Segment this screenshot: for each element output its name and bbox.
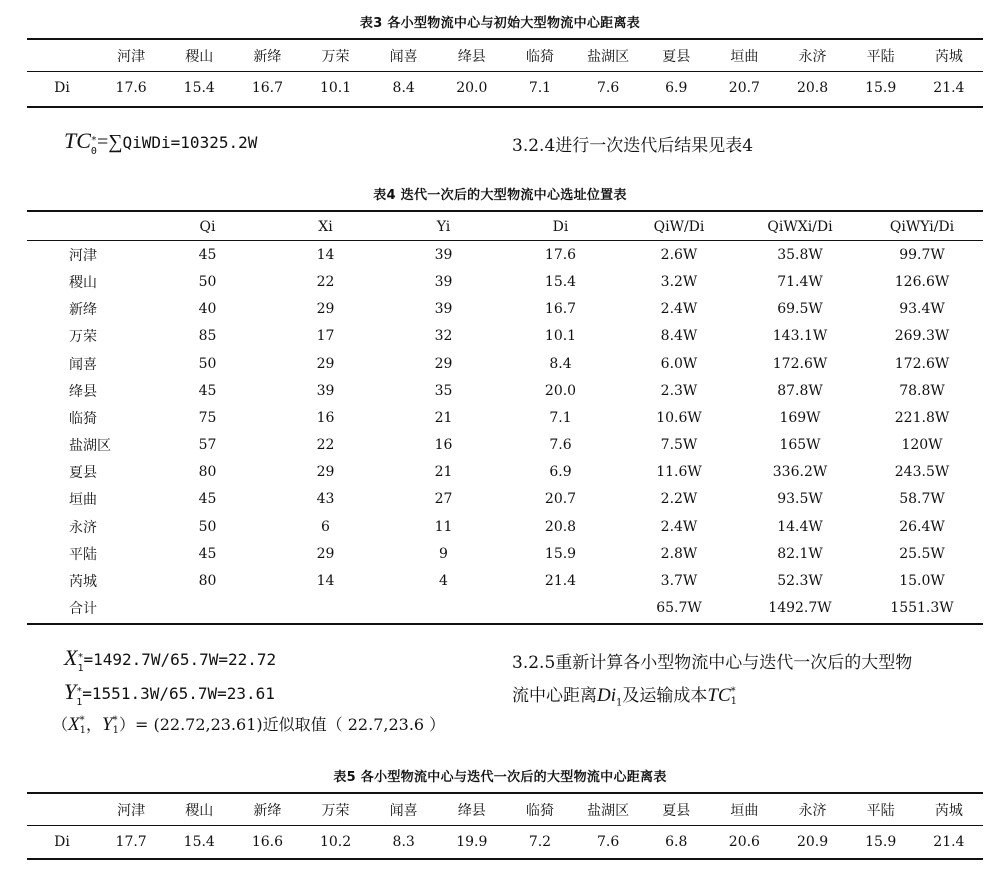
table4-value-cell: 43 (316, 491, 335, 508)
tc1-sup: * (730, 685, 736, 697)
table3-distance-cell: 15.9 (865, 79, 897, 96)
table4-value-cell: 3.2W (660, 273, 698, 290)
table4-value-cell: 27 (434, 491, 453, 508)
x1-expression: =1492.7W/65.7W=22.72 (83, 650, 277, 669)
table4-city-cell: 闻喜 (69, 356, 97, 373)
table4-value-cell: 7.1 (549, 409, 572, 426)
table4-value-cell: 57 (198, 437, 217, 454)
table5 (27, 794, 983, 857)
table3-city-header: 绛县 (457, 48, 486, 65)
table3-city-header: 河津 (117, 48, 146, 65)
table4-value-cell: 75 (198, 409, 217, 426)
table4-value-cell: 35.8W (777, 246, 823, 263)
table4-row (27, 486, 983, 513)
table4-value-cell: 7.6 (549, 437, 572, 454)
table4-city-cell: 稷山 (69, 274, 97, 291)
table5-distance-cell: 21.4 (933, 833, 965, 850)
table4-value-cell (502, 595, 619, 622)
table3-header-row (27, 40, 983, 71)
table4-bottom-rule (27, 623, 983, 625)
tc0-sup: * (90, 134, 97, 146)
table4-row (27, 323, 983, 350)
table5-distance-cell: 10.2 (319, 833, 352, 850)
table4-value-cell: 14.4W (777, 518, 823, 535)
table4-value-cell: 65.7W (656, 600, 702, 617)
y-symbol: Y (64, 679, 77, 704)
table4-value-cell: 29 (316, 464, 335, 481)
table4-value-cell: 50 (198, 518, 217, 535)
di-symbol: Di (597, 685, 616, 706)
table3-city-header: 盐湖区 (587, 48, 630, 65)
sum-symbol: =∑ (96, 131, 123, 153)
table4-value-cell: 120W (901, 437, 943, 454)
table3-city-header: 临猗 (525, 48, 554, 65)
table4-value-cell: 80 (198, 573, 217, 590)
tc0-sub: 0 (90, 145, 97, 157)
table4-value-cell: 85 (198, 328, 217, 345)
y1-sup: * (76, 685, 83, 697)
table4-value-cell: 15.0W (899, 573, 945, 590)
table5-city-header: 万荣 (321, 802, 350, 819)
table3-caption: 表3 各小型物流中心与初始大型物流中心距离表 (359, 16, 641, 31)
table4-value-cell: 16.7 (544, 301, 577, 318)
table3-corner (27, 40, 97, 71)
table4-value-cell: 126.6W (894, 273, 950, 290)
table4-value-cell: 17.6 (544, 246, 577, 263)
y1-expression: =1551.3W/65.7W=23.61 (82, 684, 275, 703)
table3-distance-cell: 20.0 (456, 79, 488, 96)
table5-distance-cell: 7.6 (596, 833, 620, 850)
table5-corner (27, 794, 97, 825)
table4-city-cell: 芮城 (69, 574, 97, 591)
table5-city-header: 夏县 (662, 802, 691, 819)
table4-value-cell: 2.8W (660, 545, 698, 562)
table4-row (27, 540, 983, 567)
table4-value-cell: 8.4 (549, 355, 572, 372)
table4-top-rule (27, 210, 983, 212)
table4-value-cell: 45 (198, 491, 217, 508)
table4-value-cell: 169W (779, 409, 821, 426)
table4-value-cell (266, 595, 385, 622)
table4-value-cell: 16 (316, 409, 335, 426)
table4-value-cell (385, 595, 502, 622)
table3-distance-cell: 10.1 (319, 79, 352, 96)
note-3-2-5-line2 (512, 681, 737, 708)
table4-value-cell: 14 (316, 246, 335, 263)
table4-city-cell: 夏县 (69, 465, 97, 482)
y1-sub: 1 (76, 696, 83, 708)
table4-caption: 表4 迭代一次后的大型物流中心选址位置表 (373, 188, 627, 203)
table3-distance-cell: 20.7 (728, 79, 760, 96)
table4-column-header: Yi (436, 218, 451, 235)
pair-y: Y (102, 714, 113, 735)
table4-value-cell: 336.2W (772, 464, 828, 481)
table4-value-cell: 58.7W (899, 491, 945, 508)
table4-value-cell: 39 (434, 273, 453, 290)
table4-value-cell: 11 (434, 518, 453, 535)
table3-distance-cell: 6.9 (665, 79, 688, 96)
table3-distance-cell: 16.7 (251, 79, 283, 96)
table3-distance-cell: 21.4 (933, 79, 965, 96)
table4-value-cell: 20.0 (544, 382, 577, 399)
pair-value: = (22.72,23.61)近似取值（ 22.7,23.6 ） (134, 715, 446, 734)
table4-value-cell: 50 (198, 273, 217, 290)
table3-distance-cell: 8.4 (392, 79, 415, 96)
x-symbol: X (64, 645, 78, 670)
table4-value-cell: 22 (316, 273, 335, 290)
tc-symbol: TC (64, 128, 91, 153)
table4-row (27, 296, 983, 323)
table4-value-cell: 269.3W (894, 328, 950, 345)
table4-value-cell: 243.5W (894, 464, 950, 481)
x1-sub: 1 (77, 662, 84, 674)
table4-row (27, 350, 983, 377)
table4-value-cell: 10.6W (656, 409, 702, 426)
table4-value-cell: 29 (434, 355, 453, 372)
tc0-formula (64, 128, 257, 155)
table4-city-cell: 合计 (69, 601, 97, 618)
table3-bottom-rule (27, 106, 983, 108)
table5-distance-cell: 8.3 (392, 833, 415, 850)
table4-value-cell: 172.6W (894, 355, 950, 372)
table4-value-cell: 99.7W (899, 246, 945, 263)
table4-value-cell: 4 (439, 573, 448, 590)
table4-value-cell: 1551.3W (890, 600, 954, 617)
table4-value-cell: 26.4W (899, 518, 945, 535)
table3-city-header: 稷山 (185, 48, 214, 65)
pair-x-sub: 1 (79, 724, 86, 736)
table4-value-cell: 45 (198, 382, 217, 399)
table4-row (27, 404, 983, 431)
table4-value-cell: 15.4 (544, 273, 577, 290)
table4-row (27, 595, 983, 622)
table4-value-cell: 25.5W (899, 545, 945, 562)
table4-value-cell: 93.5W (777, 491, 823, 508)
table4-value-cell: 29 (316, 355, 335, 372)
table5-distance-cell: 15.4 (183, 833, 215, 850)
tc0-expression: QiWDi=10325.2W (122, 133, 258, 152)
table3-row-label: Di (54, 79, 70, 96)
table4-value-cell: 15.9 (544, 545, 577, 562)
table4-value-cell: 29 (316, 545, 335, 562)
table3-city-header: 垣曲 (730, 48, 759, 65)
table4-value-cell: 10.1 (544, 328, 577, 345)
table4-column-header: QiWYi/Di (889, 218, 955, 235)
table4-value-cell: 22 (316, 437, 335, 454)
table4-value-cell: 143.1W (772, 328, 828, 345)
table5-distance-cell: 17.7 (115, 833, 147, 850)
table4-value-cell: 6.9 (549, 464, 572, 481)
table4-column-header: Qi (199, 218, 216, 235)
table4-city-cell: 永济 (69, 519, 97, 536)
table4-row (27, 241, 983, 268)
pair-y-sub: 1 (112, 724, 119, 736)
coordinate-pair (52, 712, 445, 736)
table4-value-cell: 93.4W (899, 301, 945, 318)
table4-city-cell: 盐湖区 (69, 438, 111, 455)
table5-city-header: 稷山 (185, 802, 214, 819)
table5-header-row (27, 794, 983, 825)
table3-city-header: 芮城 (934, 48, 963, 65)
pair-comma: ， (86, 715, 103, 734)
table4-value-cell: 14 (316, 573, 335, 590)
table5-bottom-rule (27, 858, 983, 860)
pair-y-sup: * (112, 714, 118, 726)
table4-city-cell: 临猗 (69, 410, 97, 427)
table4-value-cell: 2.3W (660, 382, 698, 399)
table4-value-cell: 45 (198, 246, 217, 263)
table4-value-cell (149, 595, 266, 622)
table5-city-header: 平陆 (866, 802, 895, 819)
table4-value-cell: 29 (316, 301, 335, 318)
tc1-sub: 1 (730, 695, 737, 707)
table3-city-header: 平陆 (866, 48, 895, 65)
table4-value-cell: 50 (198, 355, 217, 372)
table5-caption: 表5 各小型物流中心与迭代一次后的大型物流中心距离表 (333, 770, 667, 785)
table4-city-cell: 河津 (69, 247, 97, 264)
table5-distance-cell: 16.6 (251, 833, 283, 850)
table4-value-cell: 6.0W (660, 355, 698, 372)
y1-formula (64, 679, 275, 706)
table5-distance-cell: 15.9 (865, 833, 897, 850)
table5-city-header: 临猗 (525, 802, 554, 819)
table4-value-cell: 40 (198, 301, 217, 318)
table4-value-cell: 17 (316, 328, 335, 345)
table3-distance-cell: 15.4 (183, 79, 215, 96)
table4-value-cell: 6 (321, 518, 330, 535)
table4-row (27, 377, 983, 404)
table4-row (27, 567, 983, 594)
table4-value-cell: 39 (434, 246, 453, 263)
table4-value-cell: 8.4W (660, 328, 698, 345)
table3-distance-cell: 20.8 (796, 79, 829, 96)
table4-column-header (27, 213, 149, 240)
note2-mid: 及运输成本 (622, 686, 708, 706)
table4-value-cell: 2.6W (660, 246, 698, 263)
table4-value-cell: 32 (434, 328, 453, 345)
di-sub: 1 (616, 697, 623, 709)
table5-city-header: 永济 (798, 802, 827, 819)
table5-distance-cell: 20.6 (728, 833, 760, 850)
table3-city-header: 新绛 (253, 48, 282, 65)
pair-x-sup: * (79, 714, 85, 726)
tc1-symbol: TC (707, 685, 731, 706)
table4-value-cell: 21 (434, 464, 453, 481)
table5-city-header: 新绛 (253, 802, 282, 819)
table4-row (27, 459, 983, 486)
table4-column-header: Di (552, 218, 569, 235)
table4-value-cell: 3.7W (660, 573, 698, 590)
table5-value-row (27, 826, 983, 857)
table4-value-cell: 165W (779, 437, 821, 454)
table4-value-cell: 2.4W (660, 301, 698, 318)
table4-value-cell: 71.4W (777, 273, 823, 290)
table4-value-cell: 21.4 (544, 573, 577, 590)
table3-distance-cell: 7.1 (528, 79, 552, 96)
table4-value-cell: 82.1W (777, 545, 823, 562)
table4-value-cell: 39 (434, 301, 453, 318)
table3 (27, 40, 983, 103)
table4 (27, 213, 983, 622)
table4-city-cell: 绛县 (69, 383, 97, 400)
table4-value-cell: 221.8W (894, 409, 950, 426)
table4-city-cell: 垣曲 (69, 492, 97, 509)
table4-value-cell: 78.8W (899, 382, 945, 399)
table4-value-cell: 45 (198, 545, 217, 562)
table4-city-cell: 平陆 (69, 546, 97, 563)
table3-distance-cell: 7.6 (596, 79, 620, 96)
table5-city-header: 芮城 (934, 802, 963, 819)
table4-row (27, 432, 983, 459)
table4-city-cell: 万荣 (69, 329, 97, 346)
table4-value-cell: 21 (434, 409, 453, 426)
table5-distance-cell: 20.9 (796, 833, 829, 850)
table5-city-header: 垣曲 (730, 802, 759, 819)
table4-value-cell: 16 (434, 437, 453, 454)
table4-value-cell: 39 (316, 382, 335, 399)
table4-value-cell: 11.6W (656, 464, 702, 481)
table5-distance-cell: 19.9 (456, 833, 488, 850)
table5-distance-cell: 6.8 (665, 833, 688, 850)
table3-city-header: 夏县 (662, 48, 691, 65)
table4-value-cell: 1492.7W (768, 600, 832, 617)
table4-header-row (27, 213, 983, 240)
table5-city-header: 闻喜 (389, 802, 418, 819)
table3-city-header: 闻喜 (389, 48, 418, 65)
table4-city-cell: 新绛 (69, 302, 97, 319)
table5-city-header: 绛县 (457, 802, 486, 819)
table5-distance-cell: 7.2 (528, 833, 552, 850)
table5-row-label: Di (54, 833, 70, 850)
table4-value-cell: 2.4W (660, 518, 698, 535)
table4-value-cell: 80 (198, 464, 217, 481)
table4-value-cell: 52.3W (777, 573, 823, 590)
pair-close: ） (118, 715, 135, 734)
table3-distance-cell: 17.6 (115, 79, 147, 96)
table3-city-header: 永济 (798, 48, 827, 65)
pair-open: （ (52, 715, 69, 734)
note-3-2-4: 3.2.4进行一次迭代后结果见表4 (512, 136, 754, 156)
table5-city-header: 盐湖区 (587, 802, 630, 819)
table4-row (27, 268, 983, 295)
table5-city-header: 河津 (117, 802, 146, 819)
table4-value-cell: 87.8W (777, 382, 823, 399)
table4-value-cell: 69.5W (777, 301, 823, 318)
x1-formula (64, 645, 276, 672)
pair-x: X (68, 714, 80, 735)
table4-column-header: QiW/Di (653, 218, 705, 235)
table4-value-cell: 35 (434, 382, 453, 399)
table4-value-cell: 20.7 (544, 491, 577, 508)
x1-sup: * (77, 651, 84, 663)
table4-value-cell: 9 (439, 545, 448, 562)
table4-column-header: QiWXi/Di (767, 218, 833, 235)
note-3-2-5-line1: 3.2.5重新计算各小型物流中心与迭代一次后的大型物 (512, 653, 913, 673)
table4-row (27, 513, 983, 540)
table4-value-cell: 172.6W (772, 355, 828, 372)
table4-value-cell: 2.2W (660, 491, 698, 508)
table3-value-row (27, 72, 983, 103)
table4-value-cell: 7.5W (660, 437, 698, 454)
table3-city-header: 万荣 (321, 48, 350, 65)
table4-column-header: Xi (318, 218, 333, 235)
note2-pre: 流中心距离 (512, 686, 597, 706)
table4-value-cell: 20.8 (544, 518, 577, 535)
